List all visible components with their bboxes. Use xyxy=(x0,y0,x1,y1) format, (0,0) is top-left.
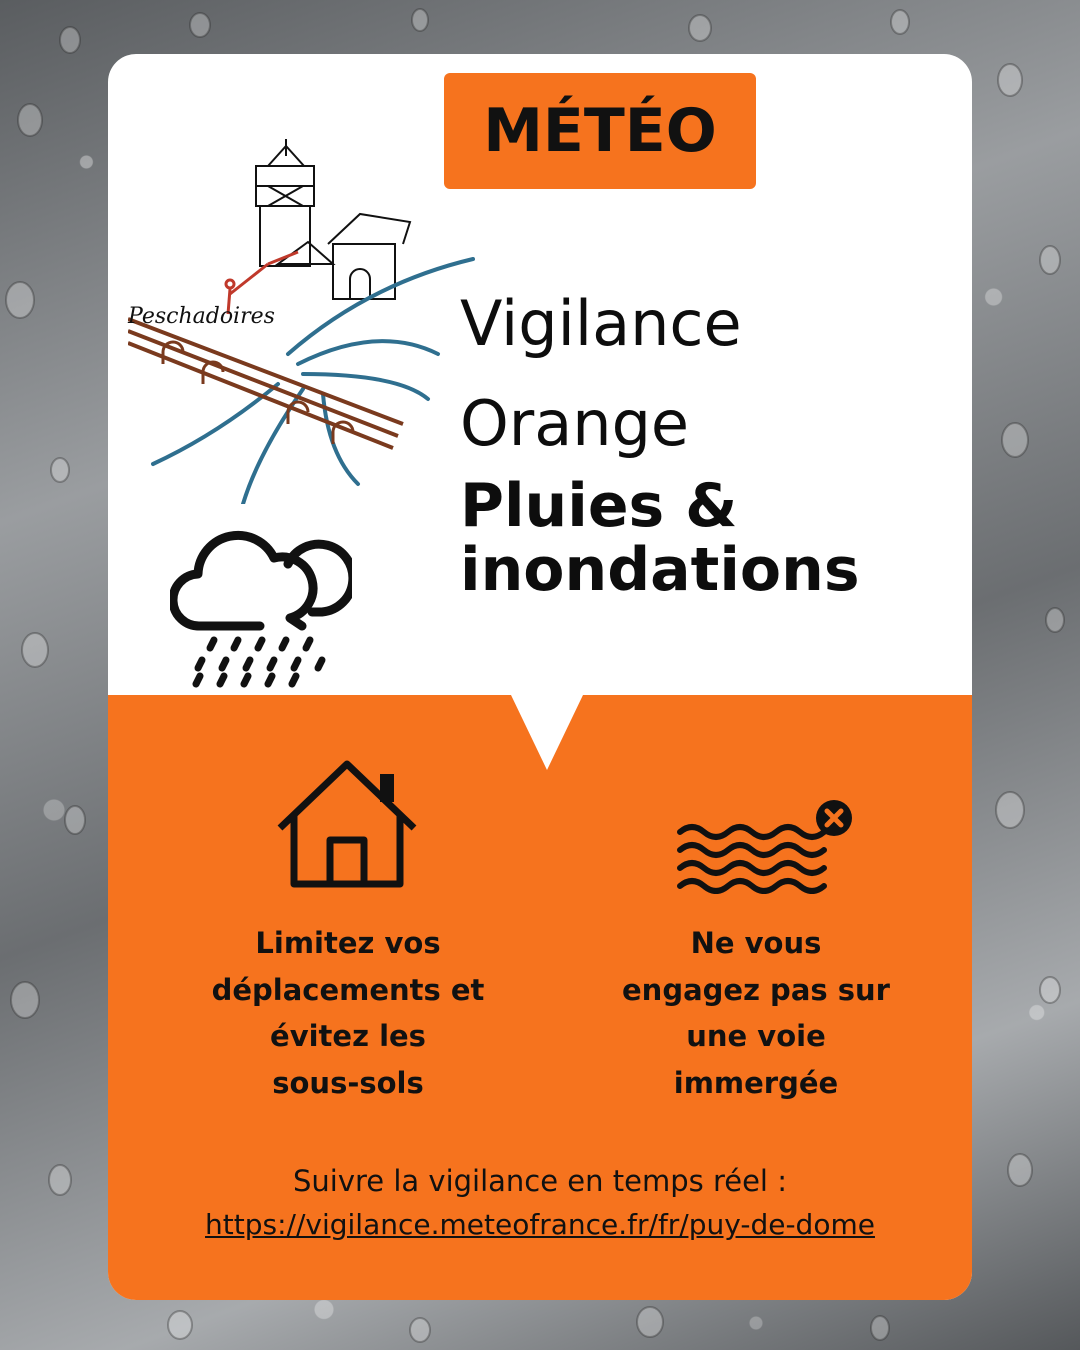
headline xyxy=(460,274,860,605)
advice-flooded-road xyxy=(591,920,921,1106)
advice-line: immergée xyxy=(673,1065,839,1100)
advice-line: engagez pas sur xyxy=(622,972,890,1007)
headline-vigilance: Vigilance xyxy=(460,287,742,360)
advice-line: évitez les xyxy=(270,1019,426,1053)
advice-line: une voie xyxy=(686,1019,826,1053)
logo-town-name: Peschadoires xyxy=(128,304,275,329)
follow-text: Suivre la vigilance en temps réel : xyxy=(293,1164,787,1198)
advice-line: Ne vous xyxy=(690,926,822,960)
advice-line: sous-sols xyxy=(272,1065,424,1100)
headline-risk-1: Pluies & xyxy=(460,471,738,541)
speech-pointer xyxy=(511,695,583,770)
headline-level: Orange xyxy=(460,387,690,460)
advice-line: déplacements et xyxy=(211,972,485,1007)
vigilance-link[interactable]: https://vigilance.meteofrance.fr/fr/puy-de-dome xyxy=(205,1208,875,1241)
alert-card xyxy=(108,54,972,1300)
house-icon xyxy=(276,758,418,890)
advice-line: Limitez vos xyxy=(255,926,441,960)
advice-limit-travel xyxy=(183,920,513,1106)
meteo-badge: MÉTÉO xyxy=(444,73,756,189)
flooded-road-icon xyxy=(676,798,860,894)
rain-cloud-icon xyxy=(170,514,352,688)
headline-risk-2: inondations xyxy=(460,535,860,605)
peschadoires-logo xyxy=(128,134,478,504)
